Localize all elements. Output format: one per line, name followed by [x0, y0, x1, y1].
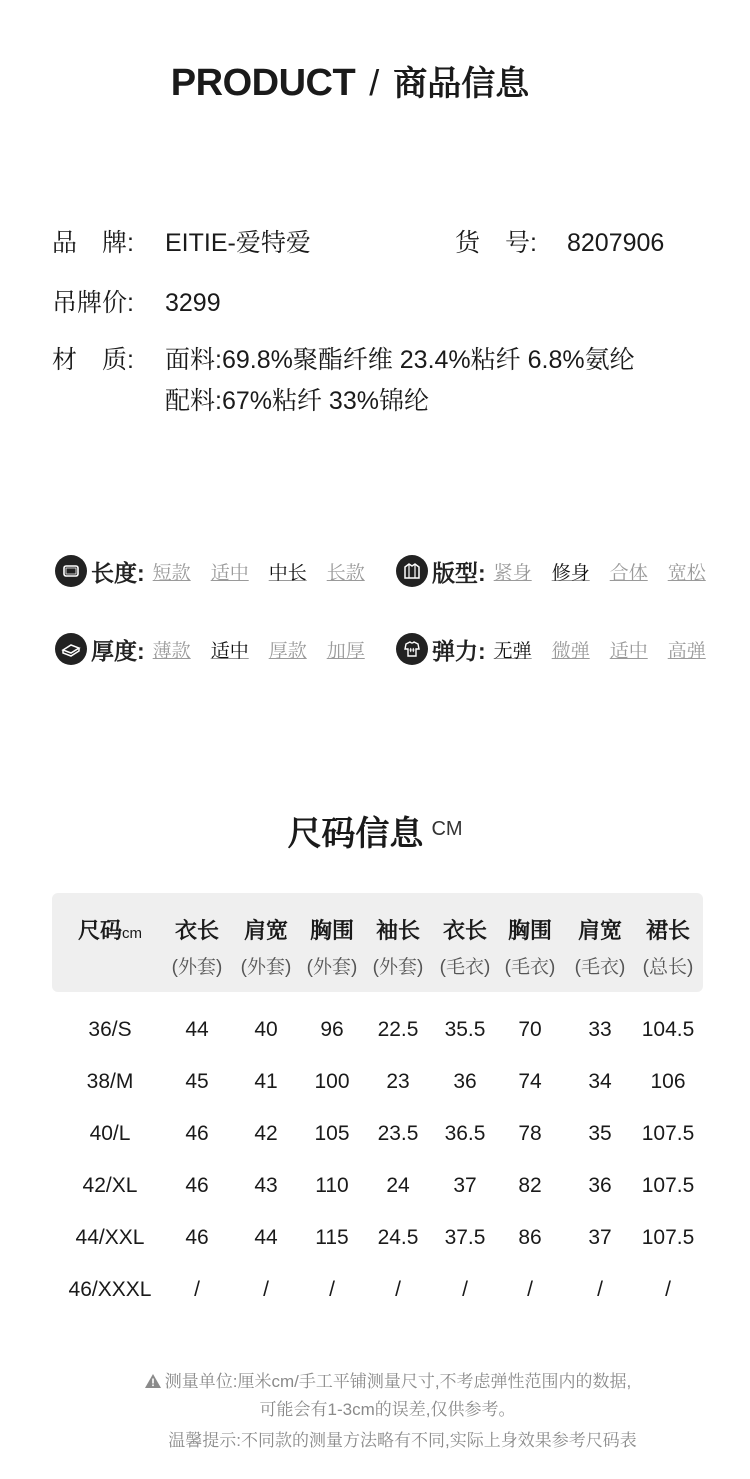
table-header-subcell: (总长) [642, 957, 694, 978]
table-cell: 104.5 [641, 1018, 695, 1041]
table-header-subcell: (外套) [306, 957, 358, 978]
table-cell: 37 [588, 1226, 612, 1249]
option-slim: 修身 [551, 562, 590, 584]
option-extra-thick: 加厚 [326, 640, 365, 662]
table-cell: 37.5 [444, 1226, 486, 1249]
thickness-icon [55, 633, 87, 665]
table-cell: 96 [320, 1018, 344, 1041]
size-title-unit: CM [431, 818, 463, 840]
price-label: 吊牌价: [52, 289, 134, 317]
title-cn: 商品信息 [393, 65, 530, 103]
option-thin: 薄款 [152, 640, 191, 662]
table-row-size: 44/XXL [75, 1226, 145, 1249]
length-icon [55, 555, 87, 587]
table-cell: 41 [254, 1070, 278, 1093]
option-loose: 宽松 [667, 562, 706, 584]
option-regular: 合体 [609, 562, 648, 584]
table-cell: 24 [386, 1174, 410, 1197]
fit-icon [396, 555, 428, 587]
table-header-cell [578, 914, 622, 945]
table-row-size: 46/XXXL [68, 1278, 152, 1301]
table-cell: 74 [518, 1070, 542, 1093]
table-cell: 106 [650, 1070, 686, 1093]
table-cell: / [263, 1278, 269, 1301]
table-cell: 110 [315, 1174, 349, 1197]
table-header-subcell: (外套) [240, 957, 292, 978]
warning-icon [144, 1373, 162, 1389]
option-medium-stretch: 适中 [609, 640, 648, 662]
table-header-subcell: (毛衣) [504, 957, 556, 978]
table-cell: 105 [314, 1122, 350, 1145]
table-cell: 44 [254, 1226, 278, 1249]
option-medium: 适中 [210, 562, 249, 584]
option-long: 长款 [326, 562, 365, 584]
table-row-size: 42/XL [82, 1174, 138, 1197]
option-short: 短款 [152, 562, 191, 584]
table-cell: / [194, 1278, 200, 1301]
attribute-elasticity [396, 632, 706, 666]
header-main: 衣长 [174, 918, 220, 943]
table-header-cell [508, 914, 552, 945]
table-cell: 24.5 [377, 1226, 419, 1249]
title-slash: / [369, 62, 380, 103]
table-cell: / [329, 1278, 335, 1301]
table-cell: 46 [185, 1226, 209, 1249]
note-line-2: 可能会有1-3cm的误差,仅供参考。 [259, 1400, 516, 1419]
table-header-subcell: (毛衣) [574, 957, 626, 978]
table-cell: 37 [453, 1174, 477, 1197]
option-tight: 紧身 [493, 562, 532, 584]
table-cell: 22.5 [377, 1018, 419, 1041]
table-cell: 46 [185, 1174, 209, 1197]
measurement-note [0, 1367, 750, 1392]
attribute-label: 长度: [91, 559, 145, 586]
table-cell: / [395, 1278, 401, 1301]
attribute-label: 厚度: [91, 637, 145, 664]
table-row-size: 40/L [89, 1122, 131, 1145]
table-cell: 107.5 [641, 1226, 695, 1249]
option-mid-long: 中长 [268, 562, 307, 584]
table-row-size: 36/S [88, 1018, 132, 1041]
option-medium: 适中 [210, 640, 249, 662]
table-cell: 44 [185, 1018, 209, 1041]
table-cell: / [665, 1278, 671, 1301]
table-header-cell [310, 914, 354, 945]
table-cell: 36 [588, 1174, 612, 1197]
table-cell: 23 [386, 1070, 410, 1093]
table-row-size: 38/M [86, 1070, 134, 1093]
item-number-value: 8207906 [567, 229, 665, 257]
option-thick: 厚款 [268, 640, 307, 662]
table-header-cell [646, 914, 690, 945]
attribute-fit [396, 554, 706, 588]
table-cell: 33 [588, 1018, 612, 1041]
header-main: 尺码 [77, 918, 123, 943]
table-cell: 100 [314, 1070, 350, 1093]
table-cell: 34 [588, 1070, 612, 1093]
header-main: 肩宽 [577, 918, 623, 943]
table-cell: 86 [518, 1226, 542, 1249]
page-title [0, 56, 700, 105]
table-cell: 115 [315, 1226, 349, 1249]
table-cell: 82 [518, 1174, 542, 1197]
table-cell: 35 [588, 1122, 612, 1145]
table-cell: 43 [254, 1174, 278, 1197]
table-header-cell [175, 914, 219, 945]
attribute-thickness [55, 632, 365, 666]
table-header-subcell: (外套) [372, 957, 424, 978]
header-main: 胸围 [309, 918, 355, 943]
table-cell: 78 [518, 1122, 542, 1145]
option-high-stretch: 高弹 [667, 640, 706, 662]
attribute-label: 弹力: [432, 637, 486, 664]
brand-value: EITIE-爱特爱 [165, 229, 311, 257]
table-header-cell [443, 914, 487, 945]
table-cell: 107.5 [641, 1122, 695, 1145]
note-line-3: 温馨提示:不同款的测量方法略有不同,实际上身效果参考尺码表 [168, 1431, 637, 1450]
table-cell: / [462, 1278, 468, 1301]
option-slight-stretch: 微弹 [551, 640, 590, 662]
size-section-title [0, 806, 750, 855]
title-en: PRODUCT [170, 62, 356, 104]
header-main: 胸围 [507, 918, 553, 943]
note-line-1: 测量单位:厘米cm/手工平铺测量尺寸,不考虑弹性范围内的数据, [164, 1372, 632, 1391]
table-header-cell [244, 914, 288, 945]
table-cell: 40 [254, 1018, 278, 1041]
attribute-length [55, 554, 365, 588]
table-cell: 45 [185, 1070, 209, 1093]
table-cell: / [597, 1278, 603, 1301]
table-cell: 23.5 [377, 1122, 419, 1145]
table-header-cell [376, 914, 420, 945]
brand-label: 品 牌: [52, 229, 134, 257]
item-number-label: 货 号: [455, 229, 537, 257]
table-cell: / [527, 1278, 533, 1301]
header-unit: cm [122, 925, 143, 942]
size-title-text: 尺码信息 [287, 815, 424, 853]
table-cell: 46 [185, 1122, 209, 1145]
header-main: 袖长 [375, 918, 421, 943]
material-line-1: 面料:69.8%聚酯纤维 23.4%粘纤 6.8%氨纶 [165, 346, 635, 374]
table-cell: 36 [453, 1070, 477, 1093]
table-cell: 70 [518, 1018, 542, 1041]
table-cell: 36.5 [444, 1122, 486, 1145]
table-header-subcell: (毛衣) [439, 957, 491, 978]
table-header-cell [78, 914, 142, 945]
attribute-label: 版型: [432, 559, 486, 586]
material-label: 材 质: [52, 346, 134, 374]
table-header-subcell: (外套) [171, 957, 223, 978]
material-line-2: 配料:67%粘纤 33%锦纶 [165, 387, 429, 415]
price-value: 3299 [165, 289, 221, 317]
header-main: 裙长 [645, 918, 691, 943]
option-no-stretch: 无弹 [493, 640, 532, 662]
table-cell: 107.5 [641, 1174, 695, 1197]
header-main: 肩宽 [243, 918, 289, 943]
elasticity-icon [396, 633, 428, 665]
table-cell: 35.5 [444, 1018, 486, 1041]
table-cell: 42 [254, 1122, 278, 1145]
header-main: 衣长 [442, 918, 488, 943]
